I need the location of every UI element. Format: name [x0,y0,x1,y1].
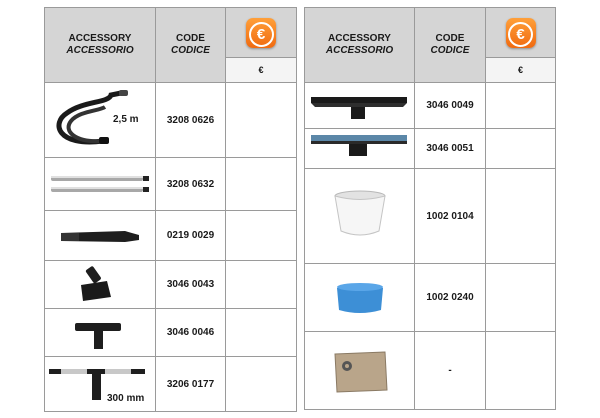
hose-cell [45,83,156,158]
item-code: 3046 0051 [415,129,486,169]
code-header-it: CODICE [171,45,210,56]
accessory-header-it: ACCESSORIO [66,45,134,56]
price-unit: € [486,58,556,83]
price-header [486,8,556,58]
table-row [45,211,297,261]
table-row [45,83,297,158]
price-cell [486,264,556,332]
item-code: 3208 0632 [156,158,226,211]
price-cell [226,83,297,158]
accessory-header-en: ACCESSORY [68,33,132,44]
foam-filter-icon [305,264,415,332]
table-row [45,309,297,357]
table-row [305,83,556,129]
squeegee-black-cell [305,83,415,129]
item-code: 3046 0049 [415,83,486,129]
euro-icon: € [506,18,536,48]
accessory-header-it: ACCESSORIO [325,45,394,56]
right-accessory-table [304,7,556,410]
left-accessory-table [44,7,297,412]
crevice-tool-icon [45,211,155,261]
squeegee-black-icon [305,83,415,129]
item-code: 1002 0240 [415,264,486,332]
small-floor-nozzle-icon [45,309,155,357]
euro-icon: € [246,18,276,48]
item-code: 3046 0046 [156,309,226,357]
crevice-cell [45,211,156,261]
squeegee-blue-icon [305,129,415,169]
table-row [45,158,297,211]
accessory-header [45,8,156,83]
dust-bag-icon [305,332,415,410]
accessory-header [305,8,415,83]
item-code: - [415,332,486,410]
table-row [305,169,556,264]
table-row [45,357,297,412]
item-code: 3206 0177 [156,357,226,412]
floor-nozzle-cell [45,357,156,412]
paper-filter-cell [305,169,415,264]
angled-nozzle-cell [45,261,156,309]
code-header [415,8,486,83]
accessory-header-en: ACCESSORY [328,33,391,44]
price-cell [486,169,556,264]
item-code: 0219 0029 [156,211,226,261]
price-cell [486,83,556,129]
price-cell [226,309,297,357]
price-cell [486,332,556,410]
code-header-en: CODE [435,33,465,44]
item-code: 3046 0043 [156,261,226,309]
foam-filter-cell [305,264,415,332]
price-cell [226,261,297,309]
item-code: 3208 0626 [156,83,226,158]
price-cell [226,357,297,412]
price-cell [226,158,297,211]
table-row [305,264,556,332]
angled-nozzle-icon [45,261,155,309]
price-cell [226,211,297,261]
table-row [305,129,556,169]
code-header [156,8,226,83]
table-row [305,332,556,410]
paper-filter-icon [305,169,415,263]
dust-bag-cell [305,332,415,410]
price-cell [486,129,556,169]
code-header-en: CODE [176,33,205,44]
hose-length-label: 2,5 m [113,114,139,125]
squeegee-blue-cell [305,129,415,169]
tubes-cell [45,158,156,211]
price-header [226,8,297,58]
price-unit: € [226,58,297,83]
nozzle-width-label: 300 mm [107,393,145,404]
small-nozzle-cell [45,309,156,357]
code-header-it: CODICE [430,45,470,56]
extension-tubes-icon [45,158,155,210]
item-code: 1002 0104 [415,169,486,264]
table-row [45,261,297,309]
